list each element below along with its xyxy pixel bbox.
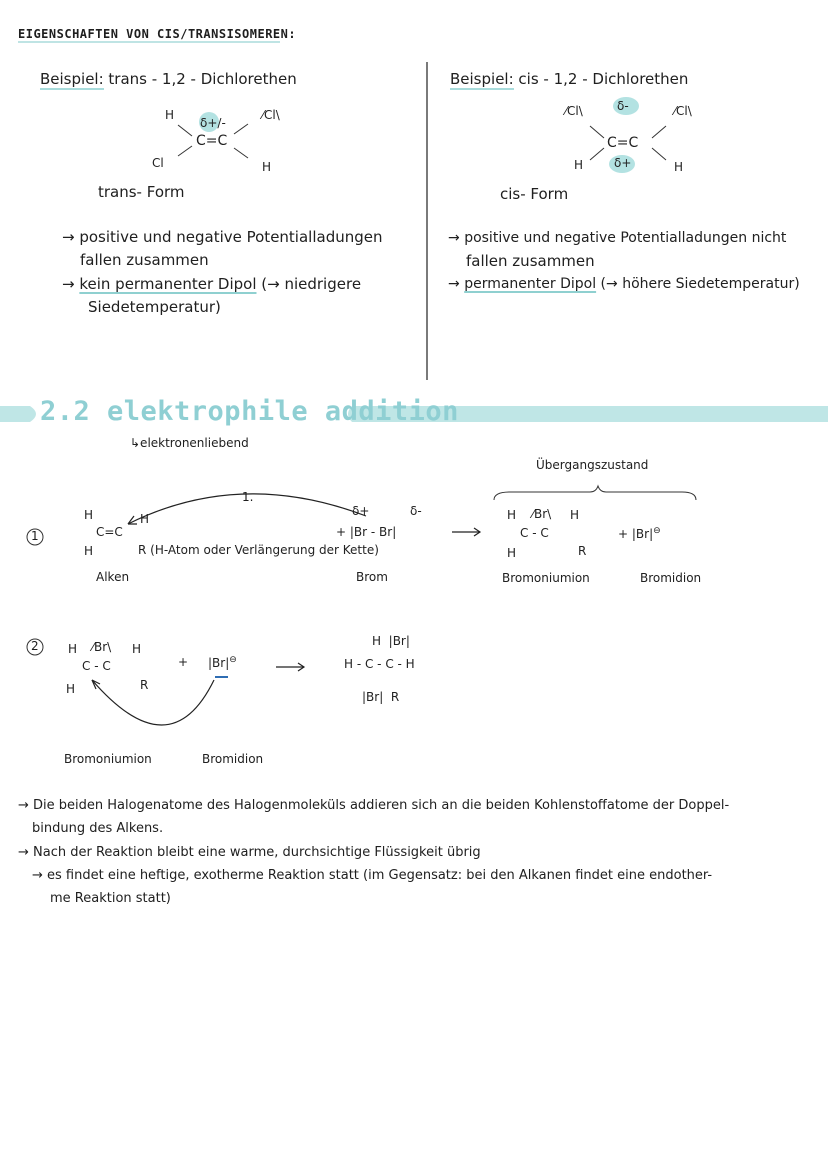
left-bullet-1-cont: fallen zusammen (80, 251, 209, 269)
left-bullet-2 (62, 275, 361, 293)
bromide-1-label: Bromidion (640, 571, 702, 585)
note-3-text: es findet eine heftige, exotherme Reaktion statt (im Gegensatz: bei den Alkanen findet eine endother- (47, 868, 713, 883)
bromide-2-label: Bromidion (202, 752, 264, 766)
cis-double-bond: C=C (607, 135, 639, 151)
product-row-2: H - C - C - H (344, 657, 415, 671)
bromonium-1-h3: H (507, 546, 517, 560)
cis-delta-minus: δ- (617, 99, 629, 113)
left-bullet-2-key: kein permanenter Dipol (79, 275, 257, 293)
bromonium-2-cc: C - C (82, 659, 111, 673)
alkene-double-bond: C=C (96, 525, 123, 539)
right-bullet-1-cont: fallen zusammen (466, 252, 595, 270)
page-title: EIGENSCHAFTEN VON CIS/TRANSISOMEREN: (18, 27, 297, 41)
alkene-label: Alken (96, 570, 130, 584)
cis-h-left: H (574, 158, 584, 172)
cis-cl-right: ⁄Cl\ (674, 104, 692, 118)
trans-delta: δ+/- (200, 116, 226, 130)
bromonium-2-r: R (140, 678, 149, 692)
bromonium-2-h2: H (132, 642, 142, 656)
right-example (450, 70, 688, 88)
bromide-1 (618, 526, 661, 541)
step-2-plus: + (178, 655, 189, 669)
bromonium-2-br: ⁄Br\ (92, 640, 112, 654)
right-bullet-2 (448, 276, 800, 292)
alkene-h2: H (140, 512, 150, 526)
step-2-number: 2 (31, 639, 39, 653)
cis-cl-left: ⁄Cl\ (565, 104, 583, 118)
trans-h-top: H (165, 108, 175, 122)
trans-double-bond: C=C (196, 133, 228, 149)
right-bullet-1-text: positive und negative Potentialladungen nicht (464, 230, 787, 246)
trans-form-label: trans- Form (98, 183, 185, 201)
cis-form-label: cis- Form (500, 185, 569, 203)
note-1-text: Die beiden Halogenatome des Halogenmoleküls addieren sich an die beiden Kohlenstoffatome der Doppel- (33, 798, 730, 813)
note-1-cont: bindung des Alkens. (32, 821, 164, 836)
left-bullet-1 (62, 228, 383, 246)
note-2 (18, 845, 481, 860)
trans-cl-left: Cl (152, 156, 164, 170)
bromonium-1-h2: H (570, 508, 580, 522)
alkene-h3: H (84, 544, 94, 558)
step-1-arrow-label: 1. (242, 490, 254, 504)
bromonium-2-label: Bromoniumion (64, 752, 152, 766)
left-bullet-2-cont: Siedetemperatur) (88, 298, 221, 316)
bromonium-1-h1: H (507, 508, 517, 522)
left-bullet-1-text: positive und negative Potentialladungen (79, 228, 383, 246)
right-example-label: Beispiel: (450, 70, 514, 88)
bromide-2-charge: ⊖ (229, 655, 237, 665)
bromine-delta-minus: δ- (410, 504, 422, 518)
bromonium-1-cc: C - C (520, 526, 549, 540)
note-3 (32, 868, 712, 883)
alkene-h1: H (84, 508, 94, 522)
step-1-plus-2: + (618, 527, 629, 541)
bromine-formula: |Br - Br| (349, 525, 397, 539)
bromine-delta-plus: δ+ (352, 504, 370, 518)
cis-delta-plus: δ+ (614, 156, 632, 170)
bromonium-1-label: Bromoniumion (502, 571, 590, 585)
alkene-r-note: R (H-Atom oder Verlängerung der Kette) (138, 543, 379, 557)
left-example-text: trans - 1,2 - Dichlorethen (108, 70, 297, 88)
left-example-label: Beispiel: (40, 70, 104, 88)
step-1-plus: + (336, 525, 347, 539)
transition-state-label: Übergangszustand (536, 458, 649, 472)
note-1 (18, 798, 729, 813)
banner-left (0, 406, 36, 422)
bromide-1-charge: ⊖ (653, 526, 661, 536)
bromine-label: Brom (356, 570, 388, 584)
product-row-3: |Br| R (362, 690, 400, 704)
bromonium-2-h1: H (68, 642, 78, 656)
right-bullet-2-key: permanenter Dipol (464, 276, 597, 292)
right-bullet-1 (448, 230, 786, 246)
trans-cl-right: ⁄Cl\ (262, 108, 280, 122)
bromonium-2-h3: H (66, 682, 76, 696)
left-bullet-2-text: (→ niedrigere (261, 275, 362, 293)
section-subnote: ↳elektronenliebend (130, 436, 249, 450)
section-title: 2.2 elektrophile addition (40, 396, 459, 427)
step-1-number: 1 (31, 529, 39, 543)
bromide-2 (208, 655, 237, 670)
electron-arrow-2 (92, 680, 214, 725)
trans-h-right: H (262, 160, 272, 174)
cis-h-right: H (674, 160, 684, 174)
left-example (40, 70, 297, 88)
bromine-molecule (336, 525, 396, 539)
bromonium-1-br: ⁄Br\ (532, 507, 552, 521)
right-example-text: cis - 1,2 - Dichlorethen (518, 70, 689, 88)
bromonium-1-r: R (578, 544, 587, 558)
bromide-2-formula: |Br| (208, 656, 230, 670)
bromide-1-formula: |Br| (631, 527, 654, 541)
right-bullet-2-text: (→ höhere Siedetemperatur) (600, 276, 800, 292)
product-row-1: H |Br| (372, 634, 410, 648)
note-2-text: Nach der Reaktion bleibt eine warme, durchsichtige Flüssigkeit übrig (33, 845, 481, 860)
note-3-cont: me Reaktion statt) (50, 891, 171, 906)
